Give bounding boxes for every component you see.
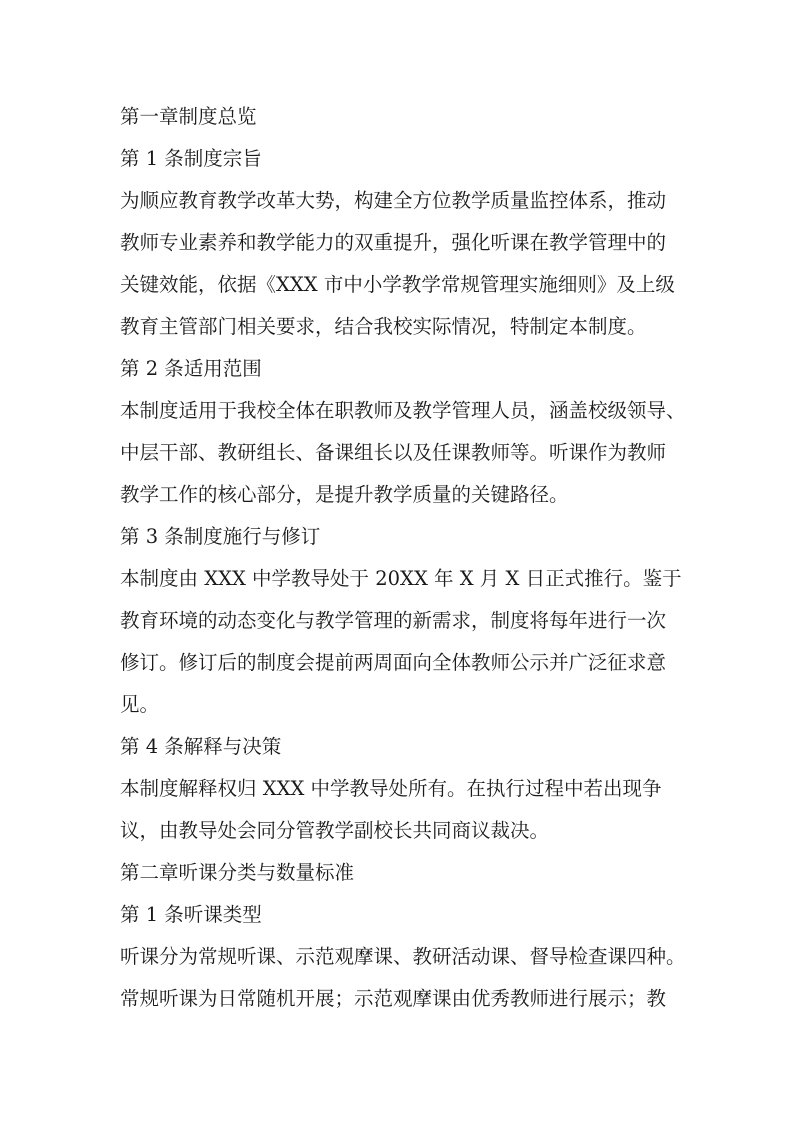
paragraph-line: 教育环境的动态变化与教学管理的新需求，制度将每年进行一次 [120,609,667,632]
paragraph-line: 关键效能，依据《XXX 市中小学教学常规管理实施细则》及上级 [120,273,675,296]
paragraph-line: 见。 [120,693,160,716]
section-heading: 第 2 条适用范围 [120,357,262,380]
paragraph-line: 本制度由 XXX 中学教导处于 20XX 年 X 月 X 日正式推行。鉴于 [120,567,682,590]
section-heading: 第 4 条解释与决策 [120,735,282,758]
paragraph-line: 听课分为常规听课、示范观摩课、教研活动课、督导检查课四种。 [120,945,686,968]
section-heading: 第 3 条制度施行与修订 [120,525,321,548]
paragraph-line: 为顺应教育教学改革大势，构建全方位教学质量监控体系，推动 [120,189,667,212]
paragraph-line: 本制度解释权归 XXX 中学教导处所有。在执行过程中若出现争 [120,777,662,800]
document-body [120,96,700,1020]
paragraph-line: 常规听课为日常随机开展；示范观摩课由优秀教师进行展示；教 [120,987,667,1010]
section-heading: 第 1 条制度宗旨 [120,147,262,170]
paragraph-line: 本制度适用于我校全体在职教师及教学管理人员，涵盖校级领导、 [120,399,686,422]
section-heading: 第 1 条听课类型 [120,903,262,926]
section-heading: 第一章制度总览 [120,105,257,128]
section-heading: 第二章听课分类与数量标准 [120,861,355,884]
paragraph-line: 修订。修订后的制度会提前两周面向全体教师公示并广泛征求意 [120,651,667,674]
paragraph-line: 中层干部、教研组长、备课组长以及任课教师等。听课作为教师 [120,441,667,464]
paragraph-line: 教学工作的核心部分，是提升教学质量的关键路径。 [120,483,569,506]
paragraph-line: 议，由教导处会同分管教学副校长共同商议裁决。 [120,819,550,842]
paragraph-line: 教师专业素养和教学能力的双重提升，强化听课在教学管理中的 [120,231,667,254]
paragraph-line: 教育主管部门相关要求，结合我校实际情况，特制定本制度。 [120,315,647,338]
